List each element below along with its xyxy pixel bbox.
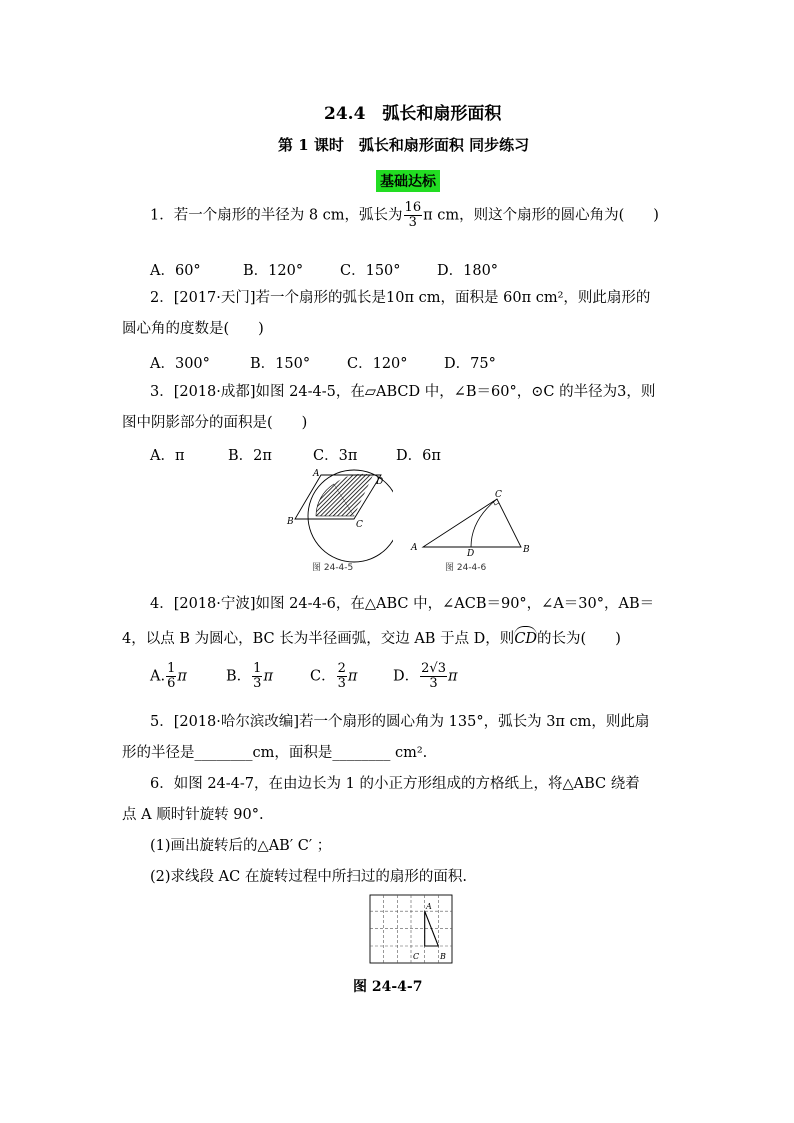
- q4-line2-suffix: 的长为( ): [537, 631, 621, 647]
- question-6-line2: 点 A 顺时针旋转 90°.: [122, 807, 264, 823]
- q4-option-b[interactable]: B． $\frac{1}{3}$ π: [226, 661, 273, 691]
- fig247-label-b: B: [440, 952, 446, 961]
- triangle-abc: [423, 499, 521, 547]
- question-3-line1: 3．[2018·成都]如图 24-4-5，在▱ABCD 中，∠B＝60°，⊙C 的半径为3，则: [150, 384, 656, 400]
- q1-suffix: π cm，则这个扇形的圆心角为( ): [423, 207, 659, 224]
- q1-fraction: $\frac{16}{3}$: [404, 200, 422, 230]
- fig245-label-d: D: [376, 477, 384, 487]
- fig246-label-a: A: [411, 543, 418, 553]
- lesson-subtitle: 第 1 课时 弧长和扇形面积 同步练习: [278, 136, 530, 154]
- q4-option-a[interactable]: A. $\frac{1}{6}$ π: [150, 661, 187, 691]
- question-2-line2: 圆心角的度数是( ): [122, 321, 264, 337]
- q2-option-a[interactable]: A．300°: [150, 356, 210, 372]
- q2-option-d[interactable]: D．75°: [444, 356, 496, 372]
- fig245-caption: 图 24-4-5: [312, 563, 354, 573]
- question-2-line1: 2．[2017·天门]若一个扇形的弧长是10π cm，面积是 60π cm²，则此扇形的: [150, 290, 651, 306]
- question-3-line2: 图中阴影部分的面积是( ): [122, 415, 308, 431]
- fig246-label-b: B: [523, 545, 530, 555]
- q2-option-b[interactable]: B．150°: [250, 356, 311, 372]
- q3-option-b[interactable]: B．2π: [228, 448, 272, 464]
- q1-option-b[interactable]: B．120°: [243, 263, 304, 279]
- q1-option-c[interactable]: C．150°: [340, 263, 401, 279]
- q3-option-d[interactable]: D．6π: [396, 448, 441, 464]
- q4-option-c[interactable]: C． $\frac{2}{3}$ π: [310, 661, 358, 691]
- fig247-label-c: C: [413, 952, 420, 961]
- arc-cd: [471, 499, 497, 547]
- q4-line2-prefix: 4，以点 B 为圆心，BC 长为半径画弧，交边 AB 于点 D，则: [122, 631, 515, 647]
- page-title: 24.4 弧长和扇形面积: [324, 104, 502, 124]
- section-badge: 基础达标: [376, 170, 440, 192]
- figure-24-4-7: [368, 893, 458, 967]
- figure-24-4-6: [405, 486, 545, 576]
- fig246-label-c: C: [495, 490, 502, 500]
- question-5-line2: 形的半径是________cm，面积是________ cm².: [122, 745, 428, 761]
- question-5-line1: 5．[2018·哈尔滨改编]若一个扇形的圆心角为 135°，弧长为 3π cm，则此扇: [150, 714, 650, 730]
- q1-option-a[interactable]: A．60°: [150, 263, 201, 279]
- q3-option-c[interactable]: C．3π: [313, 448, 358, 464]
- q3-option-a[interactable]: A．π: [150, 448, 185, 464]
- fig246-caption: 图 24-4-6: [445, 563, 487, 573]
- question-4-line2: [122, 626, 621, 649]
- question-6-line1: 6．如图 24-4-7，在由边长为 1 的小正方形组成的方格纸上，将△ABC 绕着: [150, 776, 640, 792]
- question-6-part-2: (2)求线段 AC 在旋转过程中所扫过的扇形的面积.: [150, 869, 467, 885]
- q1-option-d[interactable]: D．180°: [437, 263, 499, 279]
- q4-option-d[interactable]: D． $\frac{2√3}{3}$ π: [393, 661, 458, 691]
- question-1: [150, 201, 659, 230]
- fig245-label-b: B: [287, 517, 294, 527]
- fig245-label-a: A: [313, 469, 320, 479]
- question-6-part-1: (1)画出旋转后的△AB′ C′ ；: [150, 838, 332, 854]
- fig247-caption: 图 24-4-7: [353, 979, 423, 995]
- fig245-label-c: C: [356, 520, 363, 530]
- question-4-line1: 4．[2018·宁波]如图 24-4-6，在△ABC 中，∠ACB＝90°，∠A＝30°，AB＝: [150, 596, 655, 612]
- fig247-label-a: A: [426, 902, 432, 911]
- q2-option-c[interactable]: C．120°: [347, 356, 408, 372]
- fig246-label-d: D: [467, 549, 475, 559]
- figure-24-4-5: [283, 468, 393, 576]
- q1-prefix: 1．若一个扇形的半径为 8 cm，弧长为: [150, 207, 403, 224]
- q4-arc-cd: CD: [514, 626, 537, 649]
